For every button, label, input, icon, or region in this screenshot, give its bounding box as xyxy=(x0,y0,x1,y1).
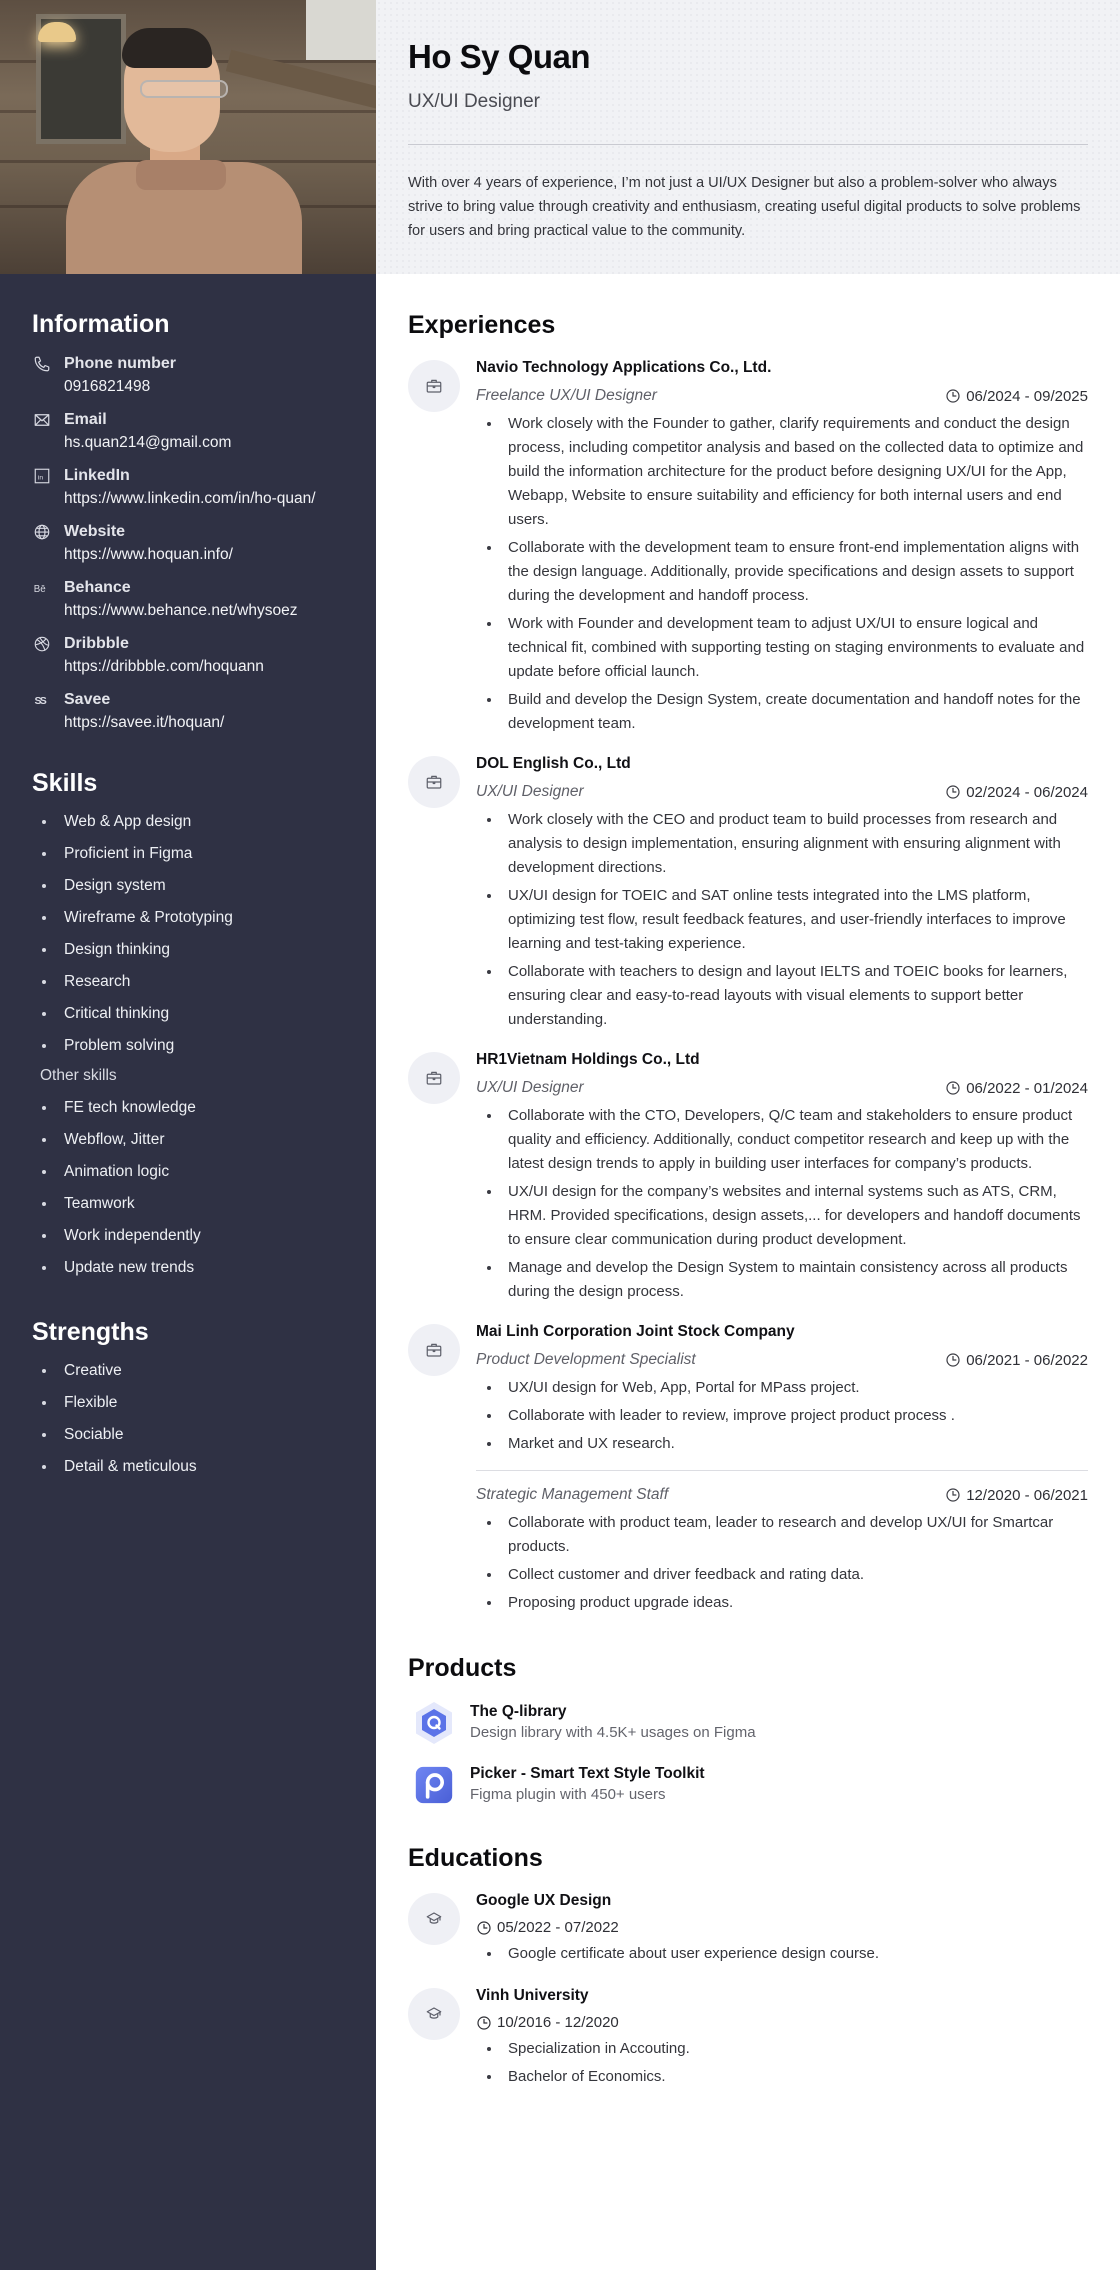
information-section xyxy=(32,310,344,735)
date-range xyxy=(945,1352,1088,1369)
skill-item: Design thinking xyxy=(32,940,344,960)
skill-item: Problem solving xyxy=(32,1036,344,1056)
position-title: Freelance UX/UI Designer xyxy=(476,387,657,404)
info-label: Behance xyxy=(64,579,131,596)
info-label: Website xyxy=(64,523,126,540)
experience-item xyxy=(408,1322,1088,1619)
info-item-savee xyxy=(32,689,344,735)
other-skills-title: Other skills xyxy=(40,1067,117,1084)
picker-logo-icon xyxy=(412,1763,456,1807)
savee-link[interactable]: https://savee.it/hoquan/ xyxy=(64,714,225,731)
behance-link[interactable]: https://www.behance.net/whysoez xyxy=(64,602,298,619)
date-range xyxy=(476,2014,1088,2031)
education-detail-item: Google certificate about user experience design course. xyxy=(476,1942,1088,1966)
responsibility-item: Collaborate with the development team to ensure front-end implementation aligns with the design language. Additionally, provide specifications and design assets to support during the development and handoff process. xyxy=(476,536,1088,608)
date-text: 10/2016 - 12/2020 xyxy=(497,2014,619,2031)
phone-value[interactable]: 0916821498 xyxy=(64,378,151,395)
info-label: Savee xyxy=(64,691,111,708)
behance-icon xyxy=(32,578,52,598)
experiences-title: Experiences xyxy=(408,311,556,339)
strength-item: Detail & meticulous xyxy=(32,1457,344,1477)
date-text: 06/2021 - 06/2022 xyxy=(966,1351,1088,1369)
responsibility-list xyxy=(476,1511,1088,1615)
clock-icon xyxy=(476,2015,492,2031)
product-item[interactable] xyxy=(408,1701,1088,1745)
strengths-title: Strengths xyxy=(32,1318,149,1346)
information-title: Information xyxy=(32,310,170,338)
profile-header xyxy=(376,0,1120,274)
other-skill-item: Teamwork xyxy=(32,1194,344,1214)
company-name: DOL English Co., Ltd xyxy=(476,755,631,772)
educations-title: Educations xyxy=(408,1844,543,1872)
role-divider xyxy=(476,1470,1088,1471)
briefcase-icon xyxy=(408,360,460,412)
linkedin-icon xyxy=(32,466,52,486)
strength-item: Flexible xyxy=(32,1393,344,1413)
education-detail-item: Bachelor of Economics. xyxy=(476,2065,1088,2089)
info-item-website xyxy=(32,521,344,567)
education-detail-item: Specialization in Accouting. xyxy=(476,2037,1088,2061)
responsibility-item: Build and develop the Design System, create documentation and handoff notes for the development team. xyxy=(476,688,1088,736)
info-label: Email xyxy=(64,411,107,428)
job-title: UX/UI Designer xyxy=(408,91,540,112)
date-range xyxy=(945,784,1088,801)
sidebar xyxy=(0,0,376,2270)
date-range xyxy=(945,1080,1088,1097)
q-library-logo-icon xyxy=(412,1701,456,1745)
responsibility-item: UX/UI design for Web, App, Portal for MPass project. xyxy=(476,1376,1088,1400)
product-item[interactable] xyxy=(408,1763,1088,1807)
responsibility-item: Work with Founder and development team to adjust UX/UI to ensure logical and technical fit, combined with supporting testing on staging environments to evaluate and update before official launch. xyxy=(476,612,1088,684)
responsibility-list xyxy=(476,1376,1088,1456)
email-link[interactable]: hs.quan214@gmail.com xyxy=(64,434,232,451)
date-text: 06/2022 - 01/2024 xyxy=(966,1079,1088,1097)
main-content xyxy=(376,0,1120,2270)
responsibility-item: Work closely with the CEO and product team to build processes from research and analysis to design implementation, ensuring alignment with ensuring alignment with development directions. xyxy=(476,808,1088,880)
position-title: UX/UI Designer xyxy=(476,1079,584,1096)
position-title: Strategic Management Staff xyxy=(476,1486,669,1503)
experience-item xyxy=(408,358,1088,740)
date-range xyxy=(945,388,1088,405)
info-item-behance xyxy=(32,577,344,623)
responsibility-item: Work closely with the Founder to gather, clarify requirements and conduct the design process, including competitor analysis and based on the collected data to optimize and build the information architecture for the product before designing UX/UI for the App, Webapp, Website to ensure suitability and efficiency for both internal users and end users. xyxy=(476,412,1088,532)
experiences-section xyxy=(408,310,1088,1619)
svg-text:Bē: Bē xyxy=(33,583,46,595)
company-name: HR1Vietnam Holdings Co., Ltd xyxy=(476,1051,700,1068)
responsibility-item: Market and UX research. xyxy=(476,1432,1088,1456)
briefcase-icon xyxy=(408,1052,460,1104)
experience-item xyxy=(408,1050,1088,1308)
product-name: The Q-library xyxy=(470,1703,567,1720)
date-range xyxy=(945,1487,1088,1504)
info-item-dribbble xyxy=(32,633,344,679)
products-section xyxy=(408,1653,1088,1807)
education-item xyxy=(408,1891,1088,1970)
graduation-cap-icon xyxy=(408,1893,460,1945)
other-skill-item: Webflow, Jitter xyxy=(32,1130,344,1150)
other-skill-item: Work independently xyxy=(32,1226,344,1246)
skill-item: Proficient in Figma xyxy=(32,844,344,864)
date-text: 02/2024 - 06/2024 xyxy=(966,783,1088,801)
savee-icon xyxy=(32,690,52,710)
school-name: Google UX Design xyxy=(476,1892,612,1909)
svg-text:S: S xyxy=(34,694,42,707)
skill-item: Wireframe & Prototyping xyxy=(32,908,344,928)
education-details xyxy=(476,1942,1088,1966)
clock-icon xyxy=(945,784,961,800)
responsibility-item: Manage and develop the Design System to maintain consistency across all products during the design process. xyxy=(476,1256,1088,1304)
graduation-cap-icon xyxy=(408,1988,460,2040)
responsibility-item: UX/UI design for TOEIC and SAT online tests integrated into the LMS platform, optimizing test flow, result feedback features, and user-friendly interfaces to improve learning and test-taking experience. xyxy=(476,884,1088,956)
date-text: 06/2024 - 09/2025 xyxy=(966,387,1088,405)
strengths-list xyxy=(32,1361,344,1477)
skill-item: Design system xyxy=(32,876,344,896)
strength-item: Sociable xyxy=(32,1425,344,1445)
profile-summary: With over 4 years of experience, I’m not just a UI/UX Designer but also a problem-solver who always strive to bring value through creativity and enthusiasm, creating useful digital products to solve problems for users and bring practical value to the community. xyxy=(408,175,1081,239)
website-link[interactable]: https://www.hoquan.info/ xyxy=(64,546,233,563)
svg-text:S: S xyxy=(39,694,47,707)
responsibility-item: Collaborate with the CTO, Developers, Q/C team and stakeholders to ensure product quality and efficiency. Additionally, conduct competitor research and keep up with the latest design trends to apply in building user interfaces for company’s products. xyxy=(476,1104,1088,1176)
dribbble-link[interactable]: https://dribbble.com/hoquann xyxy=(64,658,264,675)
profile-photo xyxy=(0,0,376,274)
strengths-section xyxy=(32,1318,344,1477)
responsibility-item: Proposing product upgrade ideas. xyxy=(476,1591,1088,1615)
educations-section xyxy=(408,1843,1088,2093)
other-skill-item: Update new trends xyxy=(32,1258,344,1278)
clock-icon xyxy=(945,1080,961,1096)
position-title: UX/UI Designer xyxy=(476,783,584,800)
other-skill-item: FE tech knowledge xyxy=(32,1098,344,1118)
clock-icon xyxy=(476,1920,492,1936)
responsibility-item: Collaborate with teachers to design and layout IELTS and TOEIC books for learners, ensuring clear and easy-to-read layouts with visual elements to support better understanding. xyxy=(476,960,1088,1032)
skills-section xyxy=(32,769,344,1278)
info-item-linkedin xyxy=(32,465,344,511)
product-description: Figma plugin with 450+ users xyxy=(470,1786,666,1803)
info-label: LinkedIn xyxy=(64,467,130,484)
clock-icon xyxy=(945,1352,961,1368)
svg-text:in: in xyxy=(37,474,44,482)
responsibility-list xyxy=(476,412,1088,736)
skills-list xyxy=(32,812,344,1056)
clock-icon xyxy=(945,388,961,404)
date-range xyxy=(476,1919,1088,1936)
experience-item xyxy=(408,754,1088,1036)
school-name: Vinh University xyxy=(476,1987,589,2004)
clock-icon xyxy=(945,1487,961,1503)
other-skill-item: Animation logic xyxy=(32,1162,344,1182)
dribbble-icon xyxy=(32,634,52,654)
product-description: Design library with 4.5K+ usages on Figma xyxy=(470,1724,756,1741)
products-title: Products xyxy=(408,1654,517,1682)
strength-item: Creative xyxy=(32,1361,344,1381)
responsibility-item: UX/UI design for the company’s websites and internal systems such as ATS, CRM, HRM. Provided specifications, design assets,... for developers and handoff documents to ensure clear communication during product development. xyxy=(476,1180,1088,1252)
info-item-email xyxy=(32,409,344,455)
skill-item: Research xyxy=(32,972,344,992)
globe-icon xyxy=(32,522,52,542)
person-name: Ho Sy Quan xyxy=(408,38,591,75)
linkedin-link[interactable]: https://www.linkedin.com/in/ho-quan/ xyxy=(64,490,316,507)
briefcase-icon xyxy=(408,1324,460,1376)
company-name: Navio Technology Applications Co., Ltd. xyxy=(476,359,772,376)
education-details xyxy=(476,2037,1088,2089)
responsibility-item: Collect customer and driver feedback and rating data. xyxy=(476,1563,1088,1587)
info-label: Phone number xyxy=(64,355,177,372)
responsibility-list xyxy=(476,1104,1088,1304)
responsibility-item: Collaborate with product team, leader to research and develop UX/UI for Smartcar products. xyxy=(476,1511,1088,1559)
education-item xyxy=(408,1986,1088,2093)
info-item-phone xyxy=(32,353,344,399)
skill-item: Web & App design xyxy=(32,812,344,832)
skills-title: Skills xyxy=(32,769,98,797)
skill-item: Critical thinking xyxy=(32,1004,344,1024)
header-divider xyxy=(408,144,1088,145)
position-title: Product Development Specialist xyxy=(476,1351,696,1368)
responsibility-list xyxy=(476,808,1088,1032)
phone-icon xyxy=(32,354,52,374)
responsibility-item: Collaborate with leader to review, improve project product process . xyxy=(476,1404,1088,1428)
company-name: Mai Linh Corporation Joint Stock Company xyxy=(476,1323,795,1340)
briefcase-icon xyxy=(408,756,460,808)
date-text: 12/2020 - 06/2021 xyxy=(966,1486,1088,1504)
mail-icon xyxy=(32,410,52,430)
product-name: Picker - Smart Text Style Toolkit xyxy=(470,1765,705,1782)
date-text: 05/2022 - 07/2022 xyxy=(497,1919,619,1936)
other-skills-list xyxy=(32,1098,344,1278)
info-label: Dribbble xyxy=(64,635,129,652)
